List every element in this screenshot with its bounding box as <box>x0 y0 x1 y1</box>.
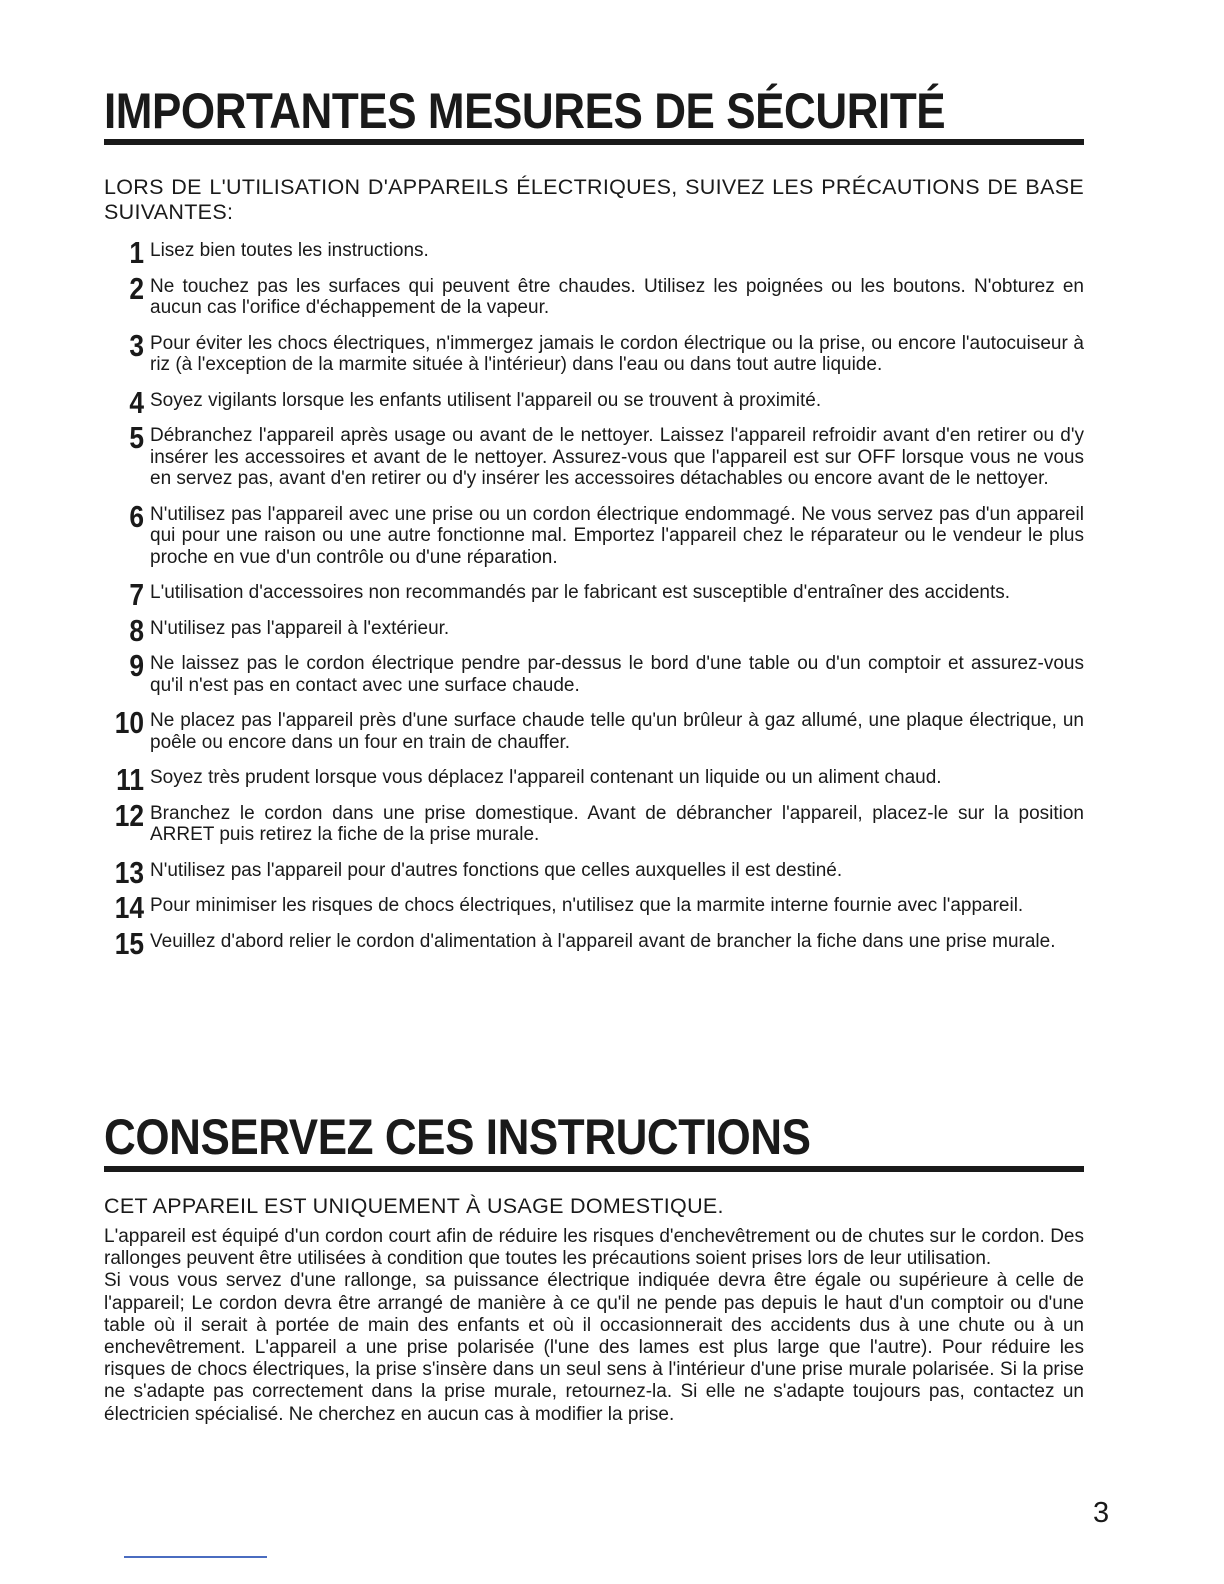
item-number: 3 <box>129 327 144 363</box>
safety-item <box>104 384 1084 420</box>
safety-item <box>104 854 1084 890</box>
item-text: Pour minimiser les risques de chocs électriques, n'utilisez que la marmite interne fournie avec l'appareil. <box>150 895 1024 916</box>
item-text: Ne touchez pas les surfaces qui peuvent être chaudes. Utilisez les poignées ou les boutons. N'obturez en aucun cas l'orifice d'échappement de la vapeur. <box>150 275 1084 318</box>
safety-item <box>104 612 1084 648</box>
safety-item <box>104 762 1084 797</box>
item-number: 6 <box>129 498 144 534</box>
title-rule <box>104 1166 1084 1172</box>
safety-item <box>104 498 1084 569</box>
section-title-keep-instructions: CONSERVEZ CES INSTRUCTIONS <box>104 1109 811 1165</box>
item-number: 14 <box>114 890 144 925</box>
item-number: 8 <box>129 612 144 648</box>
safety-item <box>104 648 1084 696</box>
item-text: Soyez vigilants lorsque les enfants utilisent l'appareil ou se trouvent à proximité. <box>150 389 822 411</box>
cord-paragraph: Si vous vous servez d'une rallonge, sa puissance électrique indiquée devra être égale ou supérieure à celle de l'appareil; Le cordon devra être arrangé de manière à ce qu'il ne pende pas depuis le haut d'un comptoir ou d'une table où il serait à portée de main des enfants et où il occasionnerait des accidents dus à une chute ou à un enchevêtrement. L'appareil a une prise polarisée (l'une des lames est plus large que l'autre). Pour réduire les risques de chocs électriques, la prise s'insère dans un seul sens à l'intérieur d'une prise murale polarisée. Si la prise ne s'adapte pas correctement dans la prise murale, retournez-la. Si elle ne s'adapte toujours pas, contactez un électricien spécialisé. Ne cherchez en aucun cas à modifier la prise. <box>104 1270 1084 1425</box>
item-number: 9 <box>129 648 144 683</box>
safety-list <box>104 235 1084 966</box>
safety-item <box>104 235 1084 270</box>
safety-item <box>104 705 1084 753</box>
item-text: Lisez bien toutes les instructions. <box>150 240 429 261</box>
safety-item <box>104 925 1084 961</box>
item-number: 1 <box>129 235 144 270</box>
item-text: Soyez très prudent lorsque vous déplacez l'appareil contenant un liquide ou un aliment chaud. <box>150 767 942 788</box>
item-text: Ne laissez pas le cordon électrique pendre par-dessus le bord d'une table ou d'un comptoir et assurez-vous qu'il n'est pas en contact avec une surface chaude. <box>150 653 1084 696</box>
safety-item <box>104 327 1084 376</box>
safety-item <box>104 797 1084 846</box>
safety-item <box>104 270 1084 319</box>
item-number: 11 <box>116 762 144 797</box>
item-number: 5 <box>129 420 144 455</box>
item-number: 2 <box>129 270 144 306</box>
item-text: Ne placez pas l'appareil près d'une surface chaude telle qu'un brûleur à gaz allumé, une plaque électrique, un poêle ou encore dans un four en train de chauffer. <box>150 710 1084 753</box>
section-title-safety: IMPORTANTES MESURES DE SÉCURITÉ <box>104 83 946 139</box>
title-rule <box>104 139 1084 145</box>
page-number: 3 <box>1093 1497 1110 1529</box>
cord-paragraph: L'appareil est équipé d'un cordon court afin de réduire les risques d'enchevêtrement ou de chutes sur le cordon. Des rallonges peuvent être utilisées à condition que toutes les précautions soient prises lors de leur utilisation. <box>104 1226 1084 1270</box>
item-number: 10 <box>114 705 144 740</box>
item-text: L'utilisation d'accessoires non recommandés par le fabricant est susceptible d'entraîner des accidents. <box>150 582 1011 603</box>
item-text: N'utilisez pas l'appareil pour d'autres fonctions que celles auxquelles il est destiné. <box>150 859 843 881</box>
safety-item <box>104 577 1084 612</box>
item-text: Branchez le cordon dans une prise domestique. Avant de débrancher l'appareil, placez-le sur la position ARRET puis retirez la fiche de la prise murale. <box>150 802 1084 845</box>
safety-item <box>104 890 1084 925</box>
item-text: Débranchez l'appareil après usage ou avant de le nettoyer. Laissez l'appareil refroidir avant d'en retirer ou d'y insérer les accessoires et avant de le nettoyer. Assurez-vous que l'appareil est sur OFF lorsque vous ne vous en servez pas, avant d'en retirer ou d'y insérer les accessoires détachables ou encore avant de le nettoyer. <box>150 425 1084 489</box>
item-text: N'utilisez pas l'appareil avec une prise ou un cordon électrique endommagé. Ne vous servez pas d'un appareil qui pour une raison ou une autre fonctionne mal. Emportez l'appareil chez le réparateur ou le vendeur le plus proche en vue d'un contrôle ou d'une réparation. <box>150 503 1084 568</box>
item-number: 4 <box>129 384 144 420</box>
item-number: 15 <box>114 925 144 961</box>
cord-instructions <box>104 1226 1084 1426</box>
household-use-notice: CET APPAREIL EST UNIQUEMENT À USAGE DOMESTIQUE. <box>104 1194 724 1218</box>
safety-intro: LORS DE L'UTILISATION D'APPAREILS ÉLECTRIQUES, SUIVEZ LES PRÉCAUTIONS DE BASE SUIVANTES: <box>104 175 1084 224</box>
item-text: Veuillez d'abord relier le cordon d'alimentation à l'appareil avant de brancher la fiche dans une prise murale. <box>150 930 1056 952</box>
item-number: 7 <box>129 577 144 612</box>
item-text: N'utilisez pas l'appareil à l'extérieur. <box>150 617 450 639</box>
item-number: 13 <box>114 854 144 890</box>
item-text: Pour éviter les chocs électriques, n'immergez jamais le cordon électrique ou la prise, ou encore l'autocuiseur à riz (à l'exception de la marmite située à l'intérieur) dans l'eau ou dans tout autre liquide. <box>150 332 1084 375</box>
safety-item <box>104 420 1084 490</box>
item-number: 12 <box>114 797 144 833</box>
footer-line <box>124 1556 267 1558</box>
